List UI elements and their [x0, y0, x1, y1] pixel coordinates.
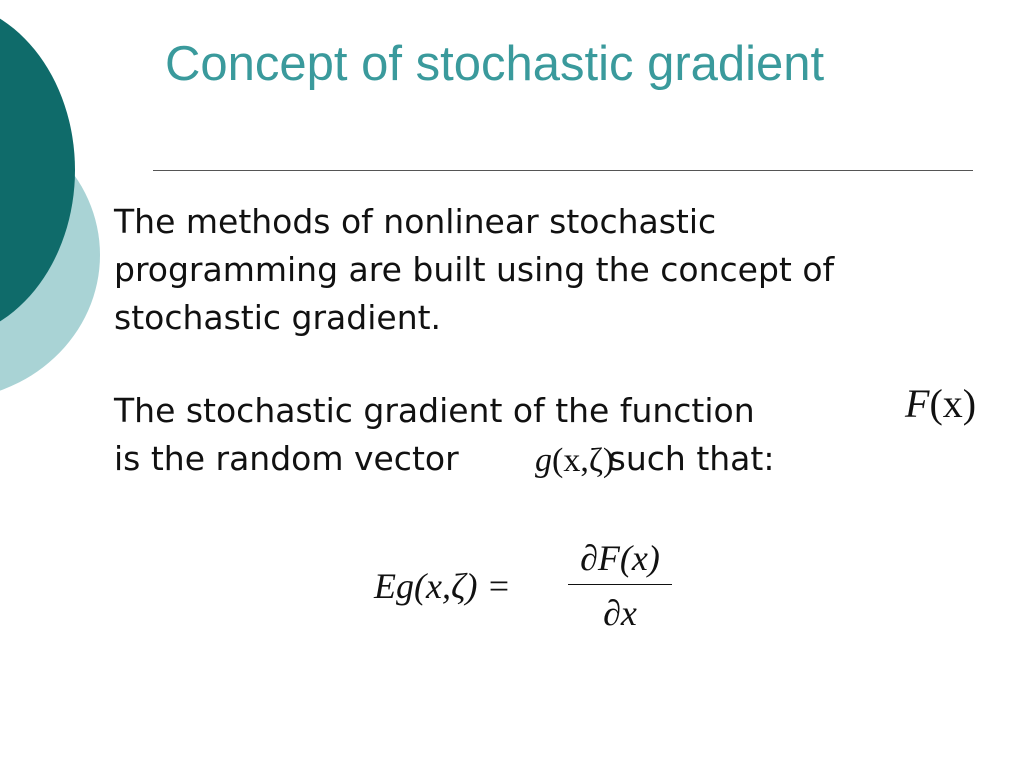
formula-numerator: ∂F(x)	[580, 538, 660, 578]
slide-title: Concept of stochastic gradient	[165, 37, 825, 91]
paragraph-methods-line-2: programming are built using the concept of	[114, 250, 835, 289]
paragraph-definition-line-2	[114, 435, 774, 483]
math-function-f-of-x: F(x)	[905, 381, 977, 426]
formula-fraction	[568, 538, 672, 633]
definition-text-after: such that:	[608, 439, 775, 478]
math-random-vector-g: g(x,ζ)	[535, 442, 615, 479]
fraction-bar	[568, 584, 672, 585]
formula-lhs: Eg(x,ζ) =	[374, 566, 511, 606]
paragraph-methods	[114, 198, 834, 342]
title-divider	[153, 170, 973, 171]
paragraph-definition-line-1: The stochastic gradient of the function	[114, 391, 755, 430]
formula-denominator: ∂x	[603, 593, 637, 633]
paragraph-methods-line-3: stochastic gradient.	[114, 298, 442, 337]
paragraph-methods-line-1: The methods of nonlinear stochastic	[114, 202, 717, 241]
definition-text-before: is the random vector	[114, 439, 459, 478]
